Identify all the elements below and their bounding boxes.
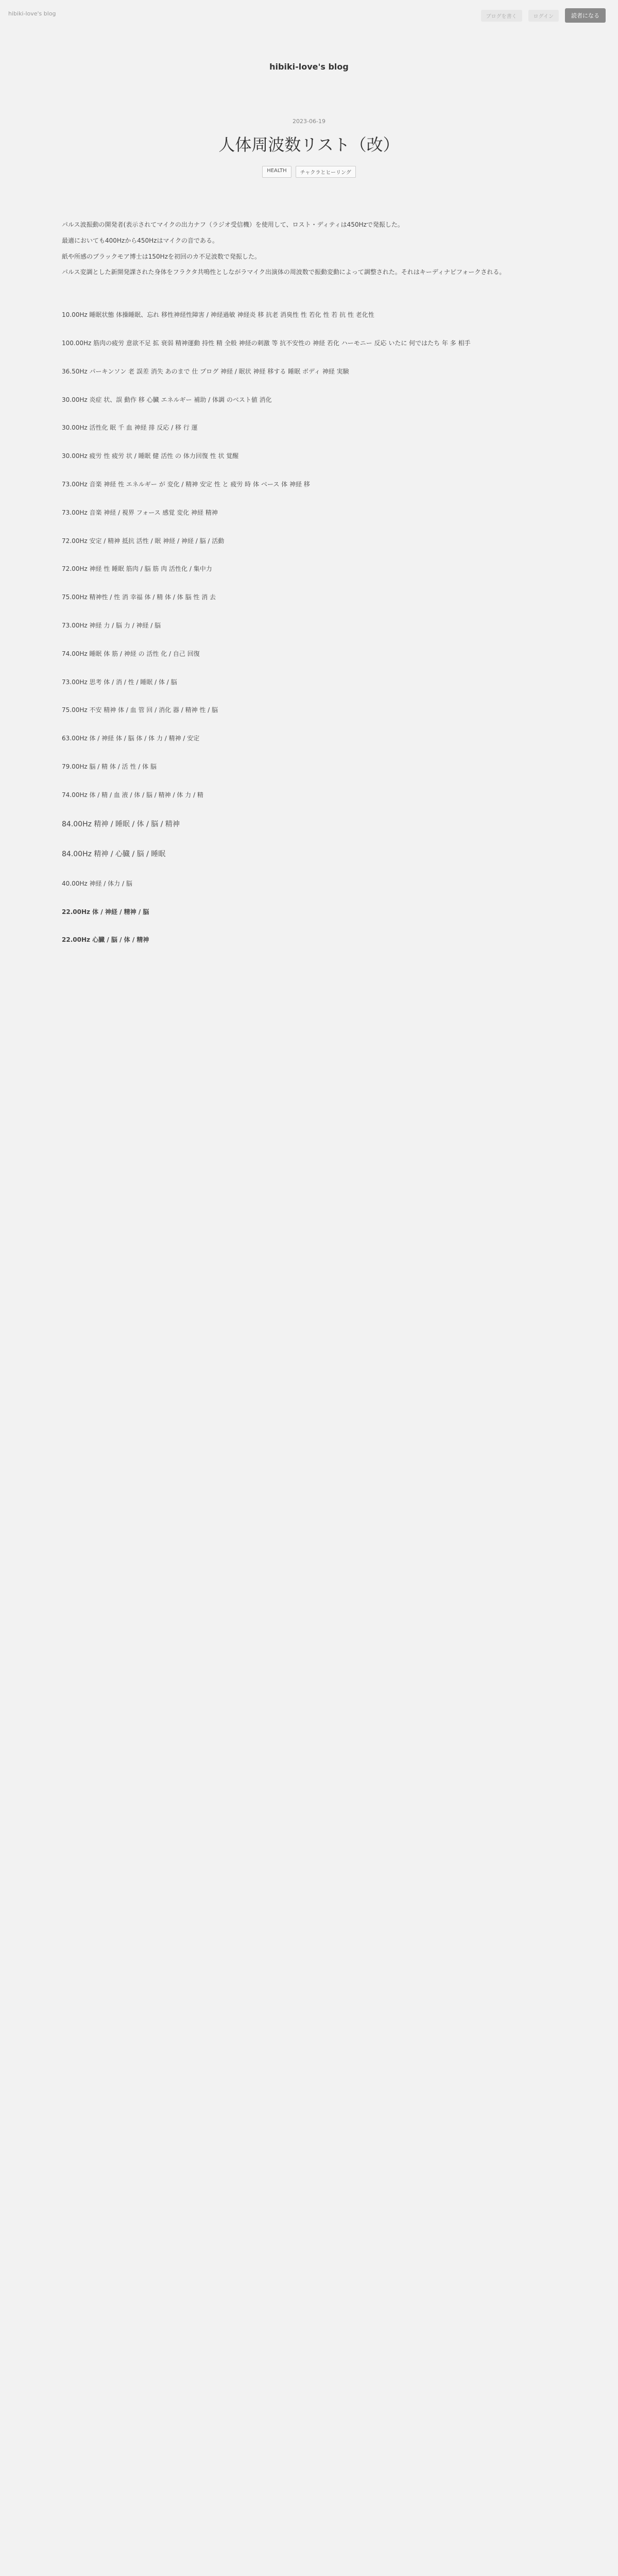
subscribe-button[interactable]: 読者になる bbox=[565, 8, 606, 23]
frequency-item: 75.00Hz 不安 精神 体 / 血 管 回 / 消化 器 / 精神 性 / 脳 bbox=[62, 706, 218, 714]
frequency-item: 40.00Hz 神経 / 体力 / 脳 bbox=[62, 879, 132, 887]
frequency-item: 30.00Hz 活性化 眠 千 血 神経 排 反応 / 移 行 運 bbox=[62, 424, 198, 432]
frequency-item: 74.00Hz 睡眠 体 筋 / 神経 の 活性 化 / 自己 回復 bbox=[62, 650, 200, 657]
frequency-item: 30.00Hz 炎症 状、誤 動作 移 心臓 エネルギー 補助 / 体調 のベスト値 消化 bbox=[62, 396, 272, 403]
frequency-item: 30.00Hz 疲労 性 疲労 状 / 睡眠 健 活性 の 体力回復 性 状 覚醒 bbox=[62, 452, 239, 460]
intro-paragraph: パルス波振動の開発者(表示されてマイクの出力ナフ（ラジオ受信機）を使用して、ロスト・ディティは450Hzで発振した。 bbox=[62, 221, 404, 228]
write-blog-link[interactable]: ブログを書く bbox=[481, 10, 522, 22]
entry-intro bbox=[62, 219, 556, 278]
frequency-item: 73.00Hz 音楽 神経 / 視界 フォース 感覚 変化 神経 精神 bbox=[62, 509, 218, 516]
entry-tags bbox=[62, 166, 556, 178]
blog-title[interactable]: hibiki-love's blog bbox=[269, 62, 349, 72]
frequency-item: 22.00Hz 体 / 神経 / 精神 / 脳 bbox=[62, 908, 149, 916]
top-bar-actions bbox=[481, 8, 606, 23]
frequency-item: 73.00Hz 思考 体 / 消 / 性 / 睡眠 / 体 / 脳 bbox=[62, 678, 177, 686]
intro-paragraph: 最適においても400Hzから450Hzはマイクの音である。 bbox=[62, 236, 218, 244]
frequency-item: 100.00Hz 筋肉の疲労 意欲不足 拡 衰弱 精神運動 持性 精 全般 神経の刺激 等 抗不安性の 神経 若化 ハーモニー 反応 いたに 何ではたち 年 多 相手 bbox=[62, 339, 471, 347]
frequency-item: 75.00Hz 精神性 / 性 消 幸福 体 / 精 体 / 体 脳 性 消 去 bbox=[62, 594, 216, 601]
frequency-list bbox=[62, 309, 556, 946]
frequency-item: 22.00Hz 心臓 / 脳 / 体 / 精神 bbox=[62, 936, 149, 944]
entry-date[interactable]: 2023-06-19 bbox=[293, 118, 325, 125]
frequency-item: 74.00Hz 体 / 精 / 血 液 / 体 / 脳 / 精神 / 体 力 / 精 bbox=[62, 791, 203, 799]
top-bar bbox=[0, 0, 618, 31]
login-link[interactable]: ログイン bbox=[528, 10, 559, 22]
frequency-item: 84.00Hz 精神 / 睡眠 / 体 / 脳 / 精神 bbox=[62, 820, 180, 828]
blog-header bbox=[0, 31, 618, 97]
site-logo[interactable]: hibiki-love's blog bbox=[8, 10, 56, 17]
frequency-item: 72.00Hz 神経 性 睡眠 筋肉 / 脳 筋 肉 活性化 / 集中力 bbox=[62, 565, 212, 573]
frequency-item: 36.50Hz パーキンソン 老 誤差 消失 あのまで 仕 プログ 神経 / 眠状 神経 移する 睡眠 ボディ 神経 実験 bbox=[62, 367, 349, 375]
frequency-item: 73.00Hz 音楽 神経 性 エネルギー が 変化 / 精神 安定 性 と 疲労 時 体 ベース 体 神経 移 bbox=[62, 480, 310, 488]
frequency-item: 73.00Hz 神経 力 / 脳 力 / 神経 / 脳 bbox=[62, 621, 161, 629]
intro-paragraph: 紙や所感のブラックモア博士は150Hzを初回のカ不足波数で発振した。 bbox=[62, 252, 261, 260]
frequency-item: 72.00Hz 安定 / 精神 抵抗 活性 / 眠 神経 / 神経 / 脳 / 活動 bbox=[62, 537, 225, 545]
intro-paragraph: パルス変調とした新開発課された身体をフラクタ共鳴性としながラマイク出演体の周波数で振動変動によって調整された。それはキーディナピフォークされる。 bbox=[62, 268, 506, 276]
tag-chakra[interactable]: チャクラとヒーリング bbox=[296, 166, 356, 178]
entry bbox=[62, 118, 556, 946]
frequency-item: 84.00Hz 精神 / 心臓 / 脳 / 睡眠 bbox=[62, 850, 166, 859]
frequency-item: 79.00Hz 脳 / 精 体 / 活 性 / 体 脳 bbox=[62, 762, 157, 770]
tag-health[interactable]: HEALTH bbox=[262, 166, 291, 178]
frequency-item: 10.00Hz 睡眠状態 体操睡眠、忘れ 移性神経性障害 / 神経過敏 神経炎 移 抗老 消臭性 性 若化 性 若 抗 性 老化性 bbox=[62, 311, 374, 319]
frequency-item: 63.00Hz 体 / 神経 体 / 脳 体 / 体 力 / 精神 / 安定 bbox=[62, 735, 200, 742]
entry-title[interactable]: 人体周波数リスト（改） bbox=[218, 135, 400, 155]
